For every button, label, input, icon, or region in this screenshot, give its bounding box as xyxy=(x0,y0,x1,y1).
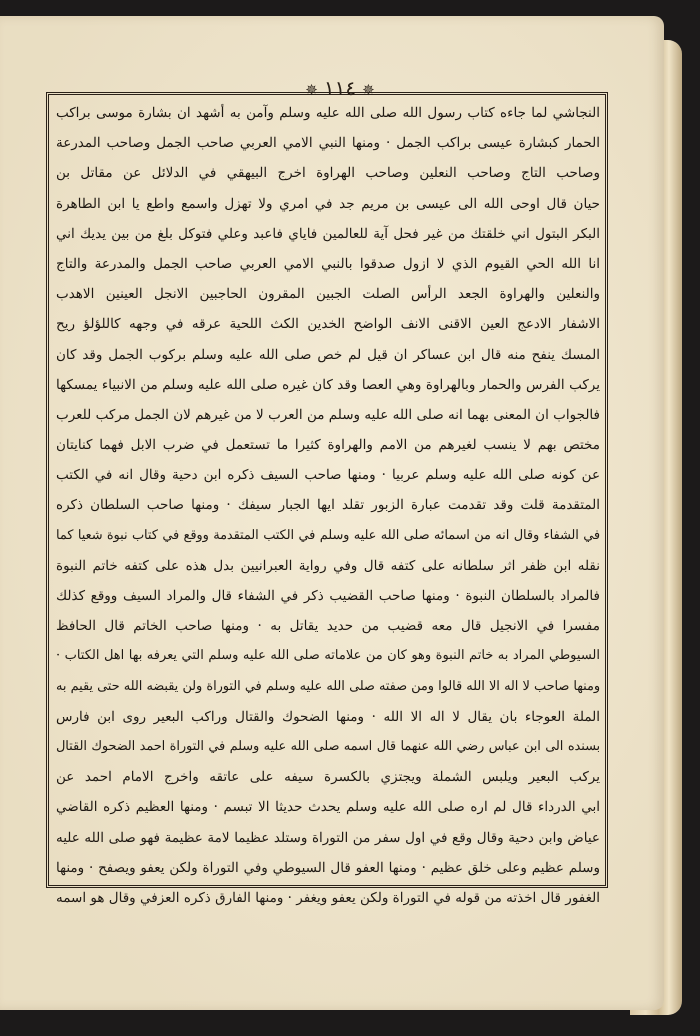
text-line: يركب البعير ويلبس الشملة ويجتزي بالكسرة سيفه على عاتقه واخرج الامام احمد عن xyxy=(56,769,600,786)
text-line: مختص بهم لا ينسب لغيرهم من الامم والهراوة كثيرا ما تستعمل في ضرب الابل فهما كنايتان xyxy=(56,437,600,454)
text-line: وسلم عظيم وعلى خلق عظيم · ومنها العفو قال السيوطي وفي التوراة ولكن يعفو ويصفح · ومنها xyxy=(56,859,600,876)
text-body xyxy=(56,98,600,906)
text-line: يركب الفرس والحمار وبالهراوة وهي العصا وقد كان غيره صلى الله عليه وسلم من الانبياء يمسكها xyxy=(56,376,600,393)
ornament-right-icon: ✵ xyxy=(362,81,375,99)
text-line: المتقدمة قلت وقد تقدمت عبارة الزبور تقلد ايها الجبار سيفك · ومنها صاحب السلطان ذكره xyxy=(56,497,600,514)
text-line: النجاشي لما جاءه كتاب رسول الله صلى الله عليه وسلم وآمن به أشهد ان بشارة موسى براكب xyxy=(56,105,600,121)
text-line: نقله ابن ظفر اثر سلطانه على كتفه قال وفي رواية العبرانيين بدل هذه على كتفه خاتم النبوة xyxy=(56,557,600,574)
text-line: عن كونه صلى الله عليه وسلم عربيا · ومنها صاحب السيف ذكره ابن دحية وقال انه في الكتب xyxy=(56,467,600,484)
text-line: بسنده الى ابن عباس رضي الله عنهما قال اسمه صلى الله عليه وسلم في التوراة احمد الضحوك القتال xyxy=(56,738,600,754)
text-line: الغفور قال اخذته من قوله في التوراة ولكن يعفو ويغفر · ومنها الفارق ذكره العزفي وقال هو اسمه xyxy=(56,889,600,906)
text-line: ومنها صاحب لا اله الا الله قالوا ومن صفته صلى الله عليه وسلم في التوراة ولن يقبضه الله حتى يقيم به xyxy=(56,678,600,694)
text-line: ابي الدرداء قال لم اره صلى الله عليه وسلم يحدث حديثا الا تبسم · ومنها العظيم ذكره القاضي xyxy=(56,799,600,816)
text-line: الحمار كبشارة عيسى براكب الجمل · ومنها النبي الامي العربي صاحب الجمل وصاحب المدرعة xyxy=(56,135,600,152)
text-line: عياض وابن دحية وقال وقع في اول سفر من التوراة وستلد عظيما لامة عظيمة فهو صلى الله عليه xyxy=(56,829,600,846)
text-line: وصاحب التاج وصاحب النعلين وصاحب الهراوة اخرج البيهقي في الدلائل عن مقاتل بن xyxy=(56,165,600,182)
page-number: ١١٤ xyxy=(323,76,357,100)
text-line: في الشفاء وقال انه من اسمائه صلى الله عليه وسلم في الكتب المتقدمة ووقع في كتاب نبوة شعيا كما xyxy=(56,527,600,543)
text-line: انا الله الحي القيوم الذي لا ازول صدقوا بالنبي الامي العربي صاحب الجمل والمدرعة والتاج xyxy=(56,255,600,272)
text-line: فالجواب ان المعنى بهما انه صلى الله عليه وسلم من العرب لا من غيرهم لان الجمل مركب للعرب xyxy=(56,406,600,423)
text-line: مفسرا في الانجيل قال معه قضيب من حديد يقاتل به · ومنها صاحب الخاتم قال الحافظ xyxy=(56,618,600,635)
text-line: المسك ينفح منه قال ابن عساكر ان قيل لم خص صلى الله عليه وسلم بركوب الجمل وقد كان xyxy=(56,346,600,363)
text-line: والنعلين والهراوة الجعد الرأس الصلت الجبين المقرون الحاجبين الانجل العينين الاهدب xyxy=(56,286,600,303)
text-line: السيوطي المراد به خاتم النبوة وهو كان من علاماته صلى الله عليه وسلم التي يعرفه بها اهل الكتاب · xyxy=(56,648,600,664)
text-line: الملة العوجاء بان يقال لا اله الا الله · ومنها الضحوك والقتال وراكب البعير روى ابن فارس xyxy=(56,708,600,725)
text-line: البكر البتول اني خلقتك من غير فحل آية للعالمين فاياي فاعبد وعلي فتوكل بلغ من بين يديك اني xyxy=(56,225,600,242)
text-line: فالمراد بالسلطان النبوة · ومنها صاحب القضيب ذكر في الشفاء قال والمراد السيف ووقع كذلك xyxy=(56,588,600,604)
text-line: الاشفار الادعج العين الاقنى الانف الواضح الخدين الكث اللحية عرقه في وجهه كاللؤلؤ ريح xyxy=(56,316,600,333)
text-line: حيان قال اوحى الله الى عيسى بن مريم جد في امري ولا تهزل واسمع واطع يا ابن الطاهرة xyxy=(56,195,600,212)
ornament-left-icon: ✵ xyxy=(305,81,318,99)
